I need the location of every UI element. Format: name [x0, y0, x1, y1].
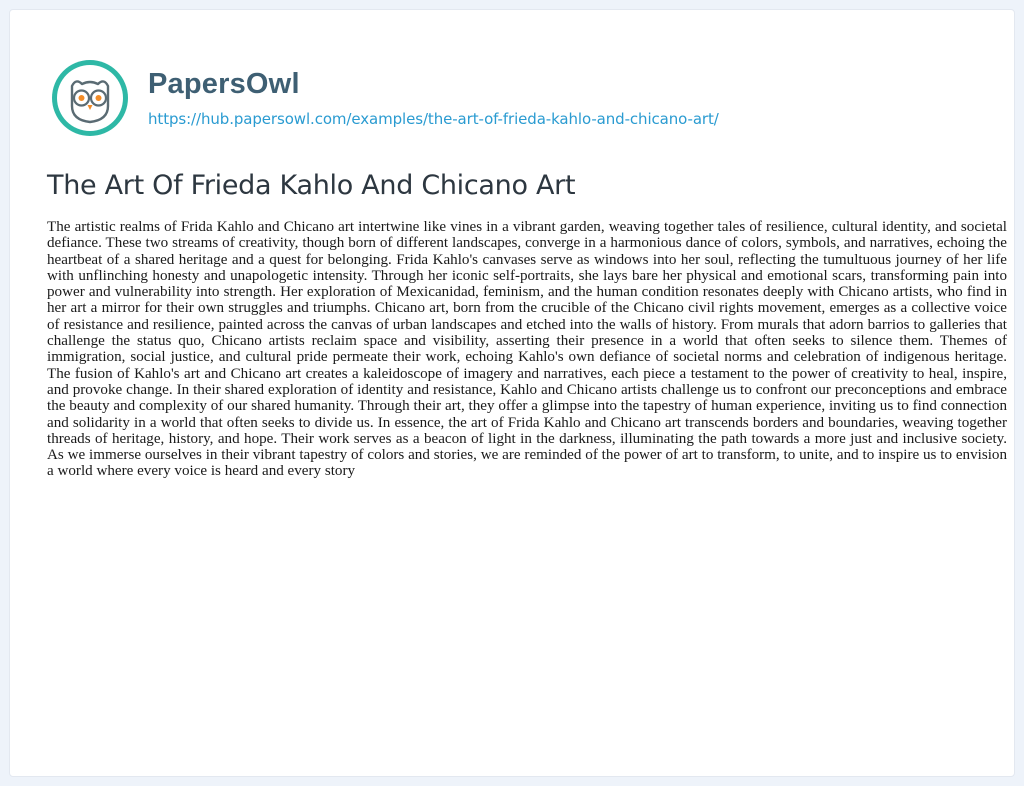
brand-block — [148, 66, 719, 130]
source-url-link[interactable]: https://hub.papersowl.com/examples/the-art-of-frieda-kahlo-and-chicano-art/ — [148, 110, 719, 128]
essay-title: The Art Of Frieda Kahlo And Chicano Art — [47, 170, 576, 201]
brand-name[interactable]: PapersOwl — [148, 68, 300, 100]
owl-icon[interactable] — [50, 58, 130, 138]
site-header — [50, 58, 719, 138]
essay-body: The artistic realms of Frida Kahlo and Chicano art intertwine like vines in a vibrant garden, weaving together tales of resilience, cultural identity, and societal defiance. These two streams of creativity, though born of different landscapes, converge in a harmonious dance of colors, symbols, and narratives, echoing the heartbeat of a shared heritage and a quest for belonging. Frida Kahlo's canvases serve as windows into her soul, reflecting the tumultuous journey of her life with unflinching honesty and unapologetic intensity. Through her iconic self-portraits, she lays bare her physical and emotional scars, transforming pain into power and vulnerability into strength. Her exploration of Mexicanidad, feminism, and the human condition resonates deeply with Chicano artists, who find in her art a mirror for their own struggles and triumphs. Chicano art, born from the crucible of the Chicano civil rights movement, emerges as a collective voice of resistance and resilience, painted across the canvas of urban landscapes and etched into the walls of history. From murals that adorn barrios to galleries that challenge the status quo, Chicano artists reclaim space and visibility, asserting their presence in a world that often seeks to silence them. Themes of immigration, social justice, and cultural pride permeate their work, echoing Kahlo's own defiance of societal norms and celebration of indigenous heritage. The fusion of Kahlo's art and Chicano art creates a kaleidoscope of imagery and narratives, each piece a testament to the power of creativity to heal, inspire, and provoke change. In their shared exploration of identity and resistance, Kahlo and Chicano artists challenge us to confront our preconceptions and embrace the beauty and complexity of our shared humanity. Through their art, they offer a glimpse into the tapestry of human experience, inviting us to find connection and solidarity in a world that often seeks to divide us. In essence, the art of Frida Kahlo and Chicano art transcends borders and boundaries, weaving together threads of heritage, history, and hope. Their work serves as a beacon of light in the darkness, illuminating the path towards a more just and inclusive society. As we immerse ourselves in their vibrant tapestry of colors and stories, we are reminded of the power of art to transform, to unite, and to inspire us to envision a world where every voice is heard and every story — [47, 219, 1007, 480]
